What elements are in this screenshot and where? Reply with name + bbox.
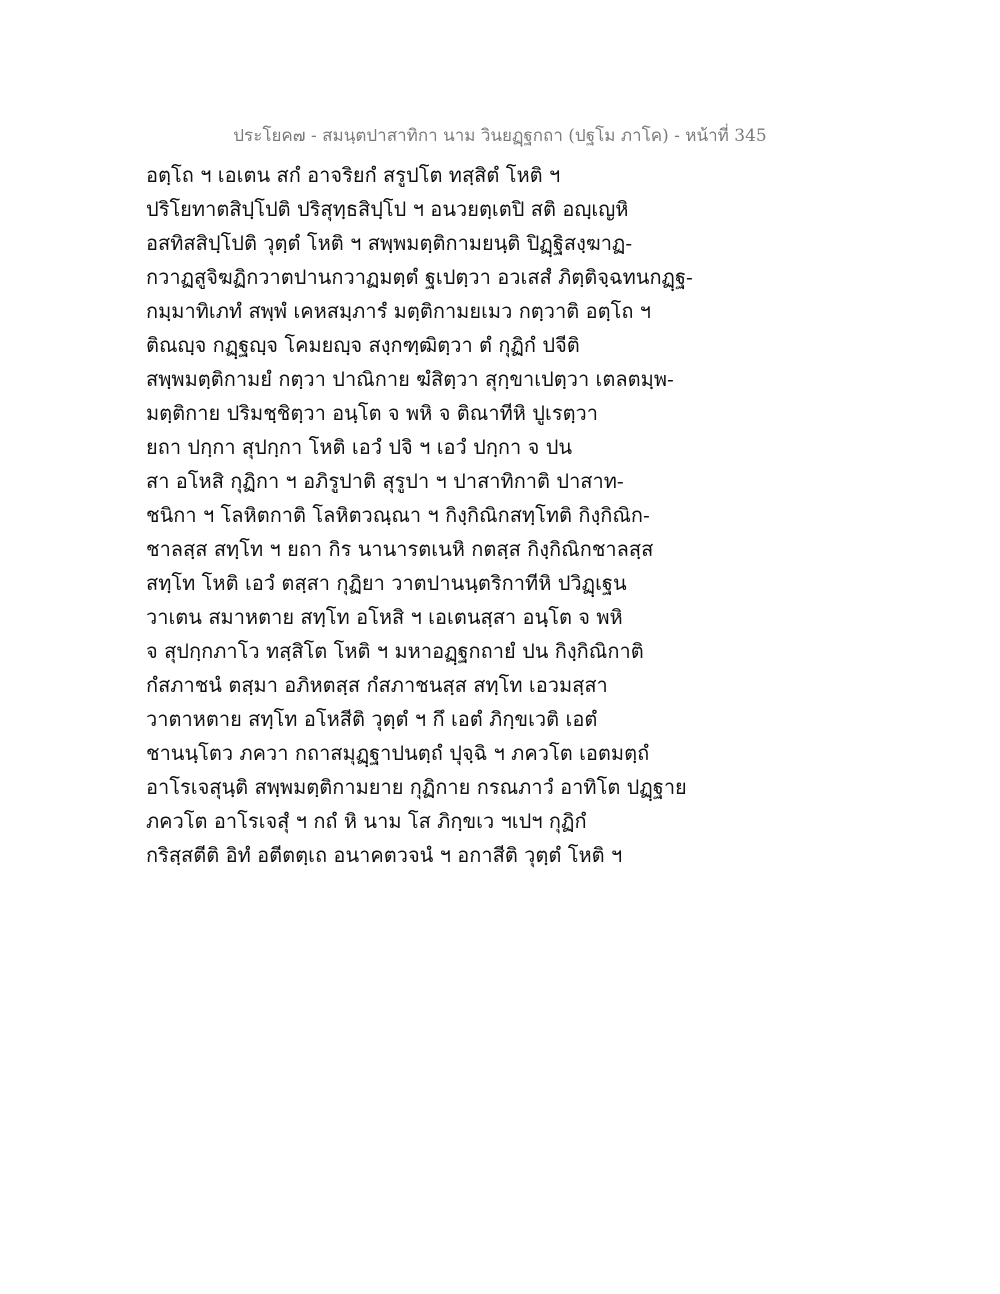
text-line: ชานนฺโตว ภควา กถาสมุฏฺฐาปนตฺถํ ปุจฺฉิ ฯ ภควโต เอตมตฺถํ (146, 741, 650, 765)
text-line: ชนิกา ฯ โลหิตกาติ โลหิตวณฺณา ฯ กิงฺกิณิกสทฺโทติ กิงฺกิณิก- (146, 503, 650, 527)
text-line: ยถา ปกฺกา สุปกฺกา โหติ เอวํ ปจิ ฯ เอวํ ปกฺกา จ ปน (146, 435, 573, 459)
text-line: กริสฺสตีติ อิทํ อตีตตฺเถ อนาคตวจนํ ฯ อกาสีติ วุตฺตํ โหติ ฯ (146, 843, 623, 867)
text-line: จ สุปกฺกภาโว ทสฺสิโต โหติ ฯ มหาอฏฺฐกถายํ ปน กิงฺกิณิกาติ (146, 639, 644, 663)
text-line: วาเตน สมาหตาย สทฺโท อโหสิ ฯ เอเตนสฺสา อนฺโต จ พหิ (146, 605, 623, 629)
text-line: สทฺโท โหติ เอวํ ตสฺสา กุฏิยา วาตปานนฺตริกาทีหิ ปวิฏฺเฐน (146, 571, 627, 595)
text-line: กมฺมาทิเภทํ สพฺพํ เคหสมฺภารํ มตฺติกามยเมว กตฺวาติ อตฺโถ ฯ (146, 299, 652, 323)
running-header: ประโยค๗ - สมนฺตปาสาทิกา นาม วินยฏฺฐกถา (ปฐโม ภาโค) - หน้าที่ 345 (233, 126, 767, 146)
text-line: มตฺติกาย ปริมชฺชิตฺวา อนฺโต จ พหิ จ ติณาทีหิ ปูเรตฺวา (146, 401, 599, 425)
text-line: อตฺโถ ฯ เอเตน สกํ อาจริยกํ สรูปโต ทสฺสิตํ โหติ ฯ (146, 163, 561, 187)
text-line: ติณญฺจ กฏฺฐญฺจ โคมยญฺจ สงฺกฑฺฒิตฺวา ตํ กุฏิกํ ปจีติ (146, 333, 580, 357)
text-line: ภควโต อาโรเจสุํ ฯ กถํ หิ นาม โส ภิกฺขเว ฯเปฯ กุฏิกํ (146, 809, 587, 833)
text-line: สา อโหสิ กุฏิกา ฯ อภิรูปาติ สุรูปา ฯ ปาสาทิกาติ ปาสาท- (146, 469, 624, 493)
text-line: อสทิสสิปฺโปติ วุตฺตํ โหติ ฯ สพฺพมตฺติกามยนฺติ ปิฏฺฐิสงฺฆาฏ- (146, 231, 633, 255)
text-line: อาโรเจสุนฺติ สพฺพมตฺติกามยาย กุฏิกาย กรณภาวํ อาทิโต ปฏฺฐาย (146, 775, 687, 799)
text-line: กวาฏสูจิฆฏิกวาตปานกวาฏมตฺตํ ฐเปตฺวา อวเสสํ ภิตฺติจฺฉทนกฏฺฐ- (146, 265, 693, 289)
text-line: ปริโยทาตสิปฺโปติ ปริสุทฺธสิปฺโป ฯ อนวยตฺเตปิ สติ อญฺเญหิ (146, 197, 629, 221)
text-line: สพฺพมตฺติกามยํ กตฺวา ปาณิกาย ฆํสิตฺวา สุกฺขาเปตฺวา เตลตมฺพ- (146, 367, 674, 391)
text-line: วาตาหตาย สทฺโท อโหสีติ วุตฺตํ ฯ กึ เอตํ ภิกฺขเวติ เอตํ (146, 707, 598, 731)
text-line: ชาลสฺส สทฺโท ฯ ยถา กิร นานารตเนหิ กตสฺส กิงฺกิณิกชาลสฺส (146, 537, 654, 561)
text-line: กํสภาชนํ ตสฺมา อภิหตสฺส กํสภาชนสฺส สทฺโท เอวมสฺสา (146, 673, 608, 697)
body-text (146, 158, 826, 872)
